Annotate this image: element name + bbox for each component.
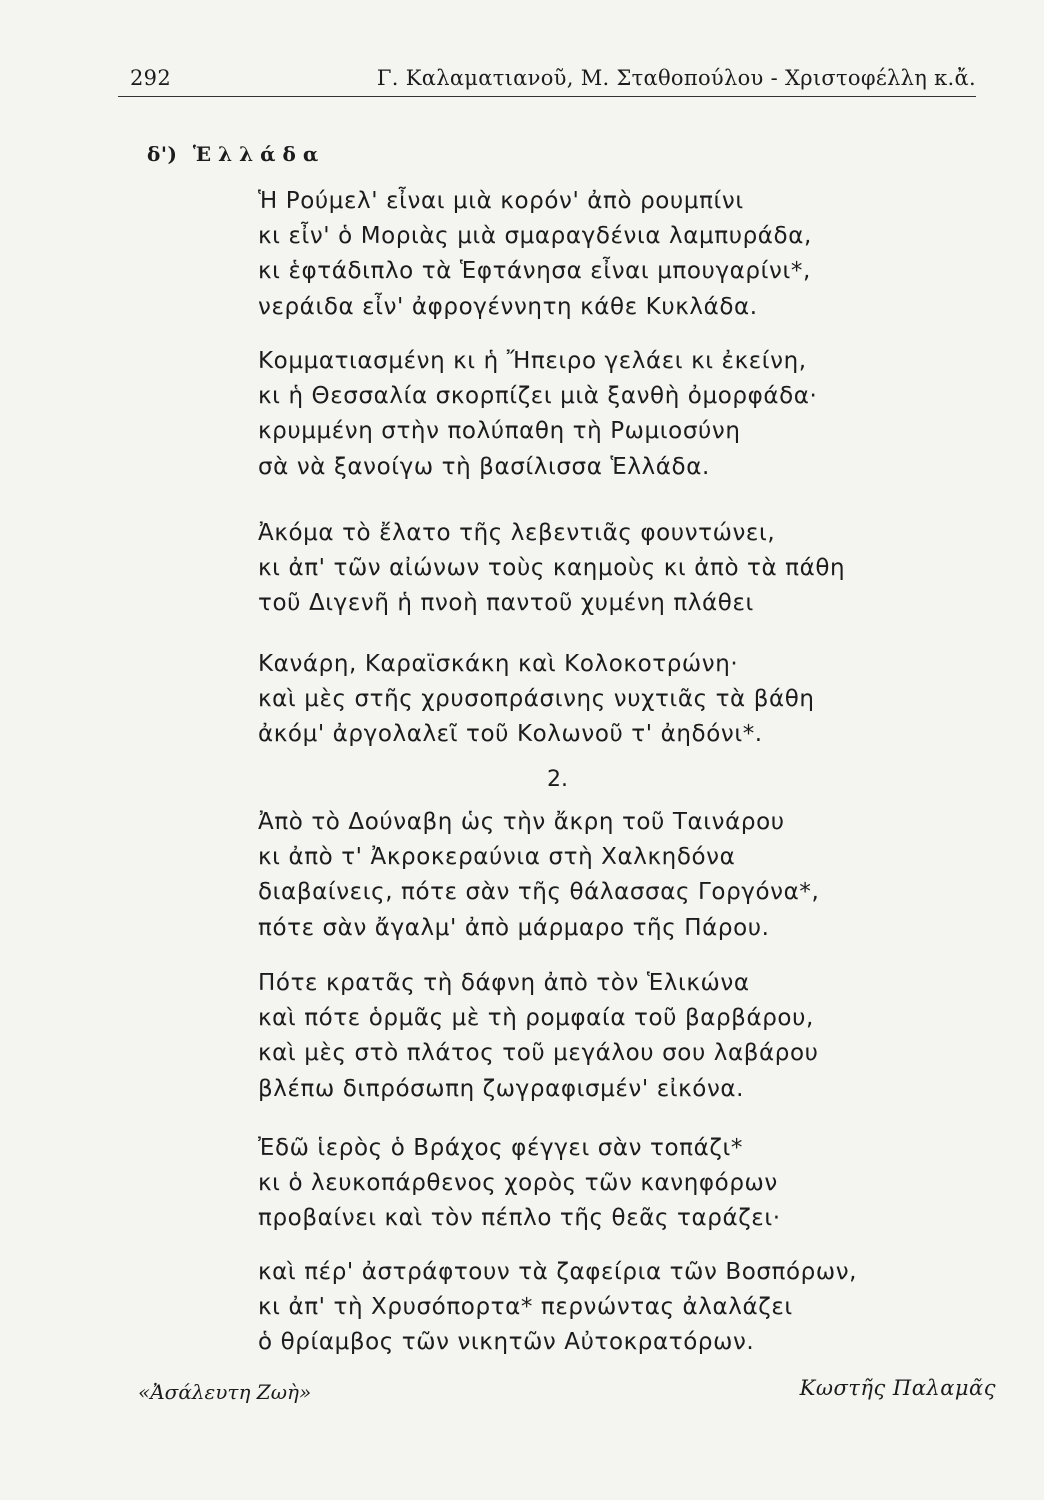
running-head: Γ. Καλαματιανοῦ, Μ. Σταθοπούλου - Χριστοφέλλη κ.ἄ. [376, 66, 976, 90]
poem-part-one-stanza-4 [258, 647, 978, 753]
poem-line: βλέπω διπρόσωπη ζωγραφισμέν' εἰκόνα. [258, 1075, 745, 1102]
stanza [258, 184, 978, 325]
poem-line: καὶ μὲς στὸ πλάτος τοῦ μεγάλου σου λαβάρου [258, 1040, 819, 1067]
poem-line: Ἡ Ρούμελ' εἶναι μιὰ κορόν' ἀπὸ ρουμπίνι [258, 188, 744, 214]
poem-line: Ἐδῶ ἱερὸς ὁ Βράχος φέγγει σὰν τοπάζι* [258, 1135, 743, 1161]
poem-line: καὶ πότε ὁρμᾶς μὲ τὴ ρομφαία τοῦ βαρβάρου, [258, 1005, 814, 1032]
poem-line: Ἀκόμα τὸ ἔλατο τῆς λεβεντιᾶς φουντώνει, [258, 520, 776, 546]
section-label: δ') [147, 142, 178, 166]
page-number: 292 [130, 66, 171, 90]
poem-line: κι εἶν' ὁ Μοριὰς μιὰ σμαραγδένια λαμπυράδα, [258, 223, 812, 250]
page-header [128, 62, 976, 94]
poem-line: νεράιδα εἶν' ἀφρογέννητη κάθε Κυκλάδα. [258, 293, 758, 320]
stanza [258, 344, 978, 485]
poem-line: καὶ μὲς στῆς χρυσοπράσινης νυχτιᾶς τὰ βάθη [258, 686, 815, 713]
poem-line: κι ἀπ' τῶν αἰώνων τοὺς καημοὺς κι ἀπὸ τὰ πάθη [258, 555, 846, 582]
poem-line: κι ὁ λευκοπάρθενος χορὸς τῶν κανηφόρων [258, 1170, 778, 1197]
header-rule [118, 96, 976, 97]
stanza [258, 516, 978, 622]
footer-source: «Ἀσάλευτη Ζωὴ» [138, 1380, 312, 1404]
poem-line: Κανάρη, Καραϊσκάκη καὶ Κολοκοτρώνη· [258, 651, 739, 677]
section-title: Ἑλλάδα [192, 142, 326, 166]
poem-line: Κομματιασμένη κι ἡ Ἤπειρο γελάει κι ἐκείνη, [258, 348, 807, 374]
part-number: 2. [547, 767, 568, 792]
poem-line: διαβαίνεις, πότε σὰν τῆς θάλασσας Γοργόνα*, [258, 879, 820, 906]
section-heading [147, 142, 325, 166]
poem-line: καὶ πέρ' ἀστράφτουν τὰ ζαφείρια τῶν Βοσπόρων, [258, 1259, 858, 1285]
poem-part-one-stanza-3 [258, 516, 978, 622]
stanza [258, 1255, 978, 1361]
poem-part-two-stanza-3 [258, 1131, 978, 1237]
poem-line: Ἀπὸ τὸ Δούναβη ὡς τὴν ἄκρη τοῦ Ταινάρου [258, 809, 785, 835]
stanza [258, 966, 978, 1107]
poem-line: προβαίνει καὶ τὸν πέπλο τῆς θεᾶς ταράζει· [258, 1205, 781, 1232]
poem-line: κι ἡ Θεσσαλία σκορπίζει μιὰ ξανθὴ ὀμορφάδα· [258, 383, 818, 410]
poem-part-one [258, 184, 978, 325]
poem-part-two-stanza-4 [258, 1255, 978, 1361]
poem-part-two-stanza-2 [258, 966, 978, 1107]
poem-line: πότε σὰν ἄγαλμ' ἀπὸ μάρμαρο τῆς Πάρου. [258, 914, 770, 941]
poem-line: κι ἀπ' τὴ Χρυσόπορτα* περνώντας ἀλαλάζει [258, 1294, 793, 1321]
poem-line: κι ἀπὸ τ' Ἀκροκεραύνια στὴ Χαλκηδόνα [258, 844, 736, 871]
poem-part-two-stanza-1 [258, 805, 978, 946]
poem-line: ἀκόμ' ἀργολαλεῖ τοῦ Κολωνοῦ τ' ἀηδόνι*. [258, 721, 763, 748]
poem-part-one-stanza-2 [258, 344, 978, 485]
poem-line: τοῦ Διγενῆ ἡ πνοὴ παντοῦ χυμένη πλάθει [258, 590, 754, 617]
footer-author: Κωστῆς Παλαμᾶς [799, 1376, 996, 1400]
poem-line: Πότε κρατᾶς τὴ δάφνη ἀπὸ τὸν Ἑλικώνα [258, 970, 750, 996]
poem-line: σὰ νὰ ξανοίγω τὴ βασίλισσα Ἑλλάδα. [258, 453, 710, 480]
poem-line: κι ἑφτάδιπλο τὰ Ἑφτάνησα εἶναι μπουγαρίνι*, [258, 258, 811, 285]
poem-line: κρυμμένη στὴν πολύπαθη τὴ Ρωμιοσύνη [258, 418, 741, 445]
stanza [258, 805, 978, 946]
stanza [258, 1131, 978, 1237]
poem-line: ὁ θρίαμβος τῶν νικητῶν Αὐτοκρατόρων. [258, 1329, 755, 1356]
stanza [258, 647, 978, 753]
